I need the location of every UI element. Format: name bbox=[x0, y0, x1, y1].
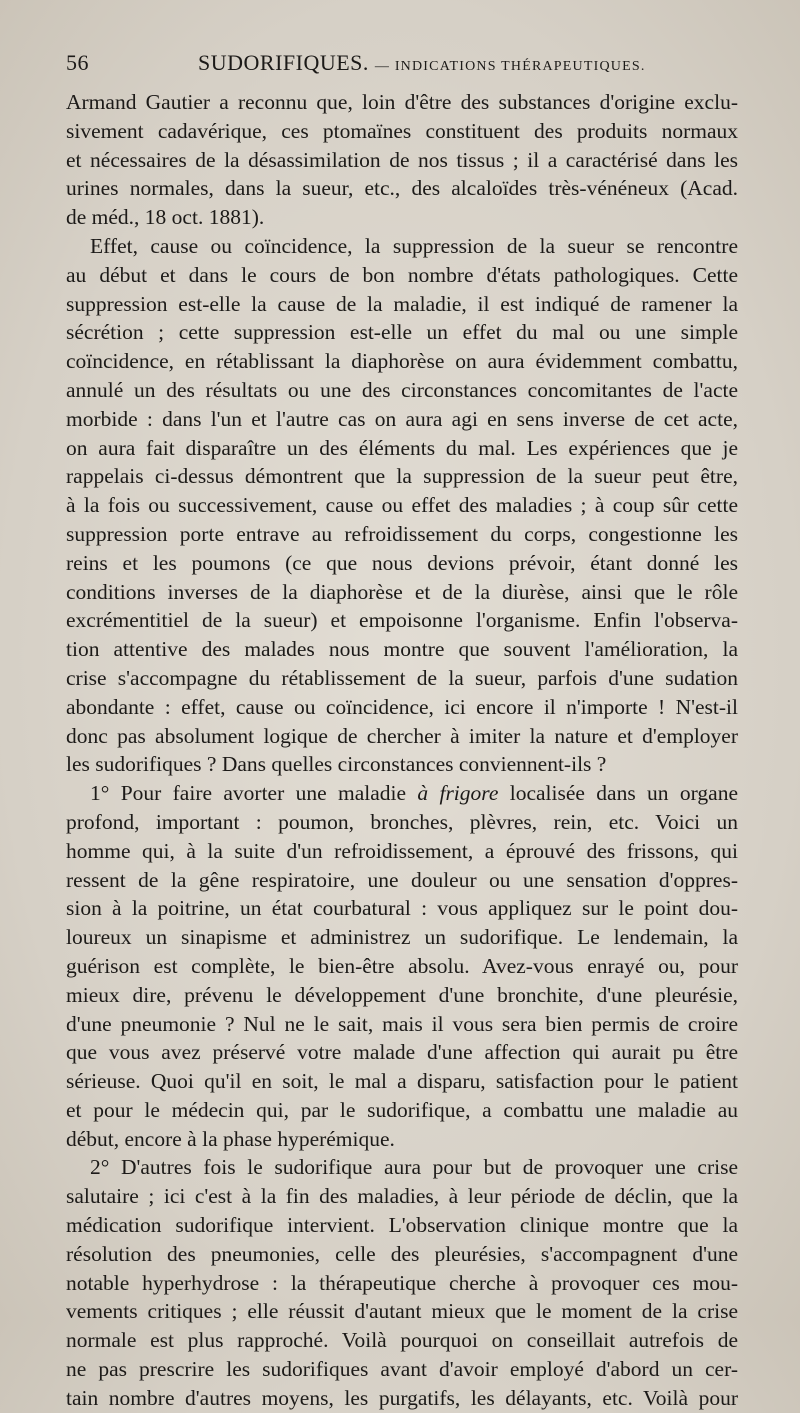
text-line: rappelais ci-dessus démontrent que la suppression de la sueur peut être, bbox=[66, 464, 738, 489]
running-title-sub: — INDICATIONS THÉRAPEUTIQUES. bbox=[374, 59, 646, 74]
page-header bbox=[66, 50, 738, 84]
text-line: les sudorifiques ? Dans quelles circonstances conviennent-ils ? bbox=[66, 752, 607, 777]
running-title-main: SUDORIFIQUES. bbox=[198, 50, 369, 75]
text-line: on aura fait disparaître un des éléments du mal. Les expériences que je bbox=[66, 435, 738, 460]
text-line: profond, important : poumon, bronches, plèvres, rein, etc. Voici un bbox=[66, 809, 738, 834]
text-line: reins et les poumons (ce que nous devions prévoir, étant donné les bbox=[66, 550, 738, 575]
text-line: notable hyperhydrose : la thérapeutique cherche à provoquer ces mou- bbox=[66, 1270, 738, 1295]
text-line: crise s'accompagne du rétablissement de la sueur, parfois d'une sudation bbox=[66, 665, 738, 690]
text-line: homme qui, à la suite d'un refroidissement, a éprouvé des frissons, qui bbox=[66, 838, 738, 863]
body-text bbox=[66, 88, 738, 1413]
text-line: vements critiques ; elle réussit d'autant mieux que le moment de la crise bbox=[66, 1299, 738, 1324]
text-line: conditions inverses de la diaphorèse et de la diurèse, ainsi que le rôle bbox=[66, 579, 738, 604]
text-line: tain nombre d'autres moyens, les purgatifs, les délayants, etc. Voilà pour bbox=[66, 1385, 738, 1410]
text-line: excrémentitiel de la sueur) et empoisonne l'organisme. Enfin l'observa- bbox=[66, 608, 738, 633]
text-line: début, encore à la phase hyperémique. bbox=[66, 1126, 395, 1151]
text-line: normale est plus rapproché. Voilà pourquoi on conseillait autrefois de bbox=[66, 1328, 738, 1353]
page-number: 56 bbox=[66, 50, 89, 75]
text-line: et pour le médecin qui, par le sudorifique, a combattu une maladie au bbox=[66, 1097, 738, 1122]
text-line: suppression est-elle la cause de la maladie, il est indiqué de ramener la bbox=[66, 291, 738, 316]
text-line: ressent de la gêne respiratoire, une douleur ou une sensation d'oppres- bbox=[66, 867, 738, 892]
text-line: guérison est complète, le bien-être absolu. Avez-vous enrayé ou, pour bbox=[66, 953, 738, 978]
text-line: 2° D'autres fois le sudorifique aura pour but de provoquer une crise bbox=[90, 1155, 738, 1180]
text-line: tion attentive des malades nous montre que souvent l'amélioration, la bbox=[66, 637, 738, 662]
running-title bbox=[198, 50, 646, 76]
text-line: morbide : dans l'un et l'autre cas on aura agi en sens inverse de cet acte, bbox=[66, 406, 738, 431]
text-line: ne pas prescrire les sudorifiques avant d'avoir employé d'abord un cer- bbox=[66, 1357, 738, 1382]
text-line: sécrétion ; cette suppression est-elle un effet du mal ou une simple bbox=[66, 320, 738, 345]
text-line: de méd., 18 oct. 1881). bbox=[66, 205, 265, 230]
text-line: Effet, cause ou coïncidence, la suppression de la sueur se rencontre bbox=[90, 233, 738, 258]
text-line: mieux dire, prévenu le développement d'une bronchite, d'une pleurésie, bbox=[66, 982, 738, 1007]
text-line: donc pas absolument logique de chercher à imiter la nature et d'employer bbox=[66, 723, 738, 748]
text-line: médication sudorifique intervient. L'observation clinique montre que la bbox=[66, 1213, 738, 1238]
text-line: sion à la poitrine, un état courbatural : vous appliquez sur le point dou- bbox=[66, 896, 738, 921]
text-line: résolution des pneumonies, celle des pleurésies, s'accompagnent d'une bbox=[66, 1241, 738, 1266]
text-segment: 1° Pour faire avorter une maladie bbox=[90, 781, 407, 806]
text-line: sivement cadavérique, ces ptomaïnes constituent des produits normaux bbox=[66, 118, 738, 143]
text-line: abondante : effet, cause ou coïncidence, ici encore il n'importe ! N'est-il bbox=[66, 694, 738, 719]
text-line: urines normales, dans la sueur, etc., des alcaloïdes très-vénéneux (Acad. bbox=[66, 176, 738, 201]
text-line: sérieuse. Quoi qu'il en soit, le mal a disparu, satisfaction pour le patient bbox=[66, 1069, 738, 1094]
text-line: Armand Gautier a reconnu que, loin d'être des substances d'origine exclu- bbox=[66, 90, 738, 114]
text-line: loureux un sinapisme et administrez un sudorifique. Le lendemain, la bbox=[66, 925, 738, 950]
text-line: et nécessaires de la désassimilation de nos tissus ; il a caractérisé dans les bbox=[66, 147, 738, 172]
text-line: coïncidence, en rétablissant la diaphorèse on aura évidemment combattu, bbox=[66, 349, 738, 374]
text-line: au début et dans le cours de bon nombre d'états pathologiques. Cette bbox=[66, 262, 738, 287]
text-line: annulé un des résultats ou une des circonstances concomitantes de l'acte bbox=[66, 377, 738, 402]
italic-term: à frigore bbox=[417, 781, 499, 806]
text-line: d'une pneumonie ? Nul ne le sait, mais il vous sera bien permis de croire bbox=[66, 1011, 738, 1036]
text-line bbox=[66, 779, 738, 808]
text-segment: localisée dans un organe bbox=[509, 781, 738, 806]
text-line: suppression porte entrave au refroidissement du corps, congestionne les bbox=[66, 521, 738, 546]
text-line: salutaire ; ici c'est à la fin des maladies, à leur période de déclin, que la bbox=[66, 1184, 738, 1209]
text-line: que vous avez préservé votre malade d'une affection qui aurait pu être bbox=[66, 1040, 738, 1065]
text-line: à la fois ou successivement, cause ou effet des maladies ; à coup sûr cette bbox=[66, 493, 738, 518]
